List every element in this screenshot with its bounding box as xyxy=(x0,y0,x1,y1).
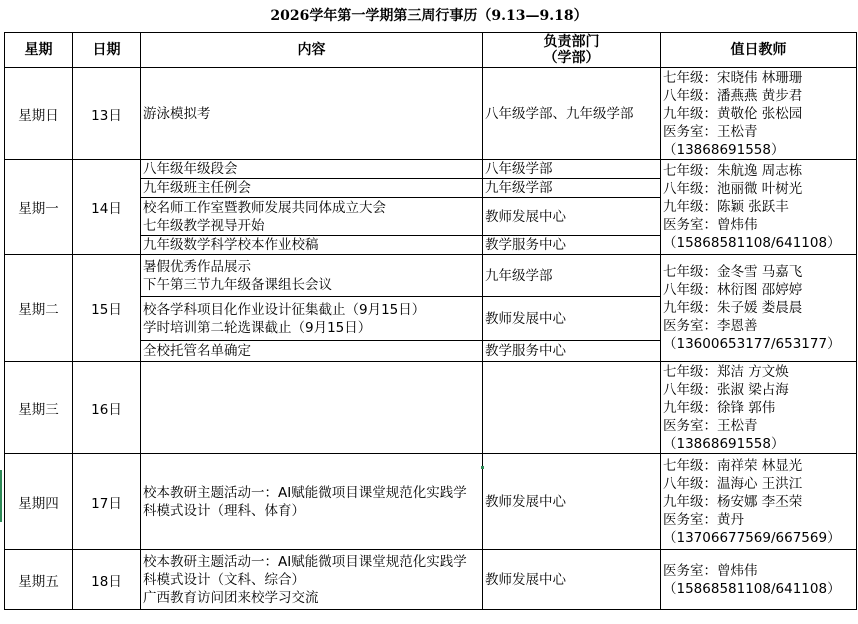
content-line: 九年级班主任例会 xyxy=(143,180,251,196)
duty-line: 九年级：徐锋 郭伟 xyxy=(663,399,776,416)
duty-cell xyxy=(661,255,857,362)
selection-marker xyxy=(0,470,2,522)
content-cell xyxy=(141,341,483,362)
duty-line: 八年级：张淑 梁占海 xyxy=(663,381,789,398)
duty-line: 医务室：曾炜伟 xyxy=(663,217,758,233)
duty-line: 七年级：金冬雪 马嘉飞 xyxy=(663,264,803,280)
day-cell: 星期三 xyxy=(5,362,73,454)
duty-cell xyxy=(661,68,857,160)
dept-cell: 九年级学部 xyxy=(483,179,661,198)
content-cell xyxy=(141,362,483,454)
duty-line: 七年级：郑洁 方文焕 xyxy=(663,363,789,380)
table-row xyxy=(5,255,857,297)
content-cell xyxy=(141,68,483,160)
header-date: 日期 xyxy=(73,33,141,68)
duty-cell xyxy=(661,454,857,550)
duty-line: 医务室：王松青 xyxy=(663,417,758,434)
duty-line: （13868691558） xyxy=(663,435,785,452)
dept-cell: 教师发展中心 xyxy=(483,198,661,236)
content-cell xyxy=(141,179,483,198)
duty-cell xyxy=(661,160,857,255)
day-cell: 星期一 xyxy=(5,160,73,255)
duty-line: 医务室：黄丹 xyxy=(663,511,744,528)
date-cell: 17日 xyxy=(73,454,141,550)
day-cell: 星期五 xyxy=(5,550,73,610)
duty-line: 八年级：池丽微 叶树光 xyxy=(663,181,803,197)
content-line: 游泳模拟考 xyxy=(143,105,211,122)
header-dept xyxy=(483,33,661,68)
duty-line: 九年级：朱子媛 娄晨晨 xyxy=(663,300,803,316)
content-cell xyxy=(141,297,483,341)
content-line: 八年级年级段会 xyxy=(143,161,238,177)
table-row xyxy=(5,362,857,454)
content-line: 学时培训第二轮选课截止（9月15日） xyxy=(143,319,372,336)
content-line: 校本教研主题活动一：AI赋能微项目课堂规范化实践学科模式设计（文科、综合） xyxy=(143,553,467,588)
header-dept-line2: （学部） xyxy=(543,50,600,66)
dept-cell xyxy=(483,362,661,454)
duty-line: 七年级：朱航逸 周志栋 xyxy=(663,163,803,179)
duty-line: （13868691558） xyxy=(663,141,785,158)
day-cell: 星期日 xyxy=(5,68,73,160)
content-cell xyxy=(141,550,483,610)
header-content: 内容 xyxy=(141,33,483,68)
duty-line: （15868581108/641108） xyxy=(663,580,841,597)
schedule-table xyxy=(4,32,857,610)
duty-line: 九年级：黄敬伦 张松园 xyxy=(663,105,803,122)
duty-line: 医务室：王松青 xyxy=(663,123,758,140)
date-cell: 13日 xyxy=(73,68,141,160)
date-cell: 14日 xyxy=(73,160,141,255)
dept-cell: 八年级学部、九年级学部 xyxy=(483,68,661,160)
duty-line: 八年级：林衍图 邵婷婷 xyxy=(663,282,803,298)
duty-line: 七年级：宋晓伟 林珊珊 xyxy=(663,69,803,86)
duty-line: （15868581108/641108） xyxy=(663,235,841,251)
content-line: 暑假优秀作品展示 xyxy=(143,258,251,275)
content-line: 九年级数学科学校本作业校稿 xyxy=(143,237,319,253)
content-line: 七年级教学视导开始 xyxy=(143,217,265,234)
content-line: 广西教育访问团来校学习交流 xyxy=(143,589,319,606)
content-cell xyxy=(141,160,483,179)
table-row xyxy=(5,454,857,550)
content-cell xyxy=(141,198,483,236)
duty-line: 医务室：李恩善 xyxy=(663,318,758,334)
duty-line: 九年级：陈颖 张跃丰 xyxy=(663,199,789,215)
content-line: 校本教研主题活动一：AI赋能微项目课堂规范化实践学科模式设计（理科、体育） xyxy=(143,484,467,519)
duty-line: 九年级：杨安娜 李丕荣 xyxy=(663,493,803,510)
duty-line: （13600653177/653177） xyxy=(663,336,841,352)
duty-cell xyxy=(661,362,857,454)
date-cell: 15日 xyxy=(73,255,141,362)
duty-line: 八年级：潘燕燕 黄步君 xyxy=(663,87,803,104)
content-cell xyxy=(141,236,483,255)
duty-line: 七年级：南祥荣 林显光 xyxy=(663,457,803,474)
content-line: 校名师工作室暨教师发展共同体成立大会 xyxy=(143,199,386,216)
header-day: 星期 xyxy=(5,33,73,68)
date-cell: 18日 xyxy=(73,550,141,610)
table-row xyxy=(5,550,857,610)
dept-cell: 教师发展中心 xyxy=(483,297,661,341)
duty-line: 医务室：曾炜伟 xyxy=(663,562,758,579)
dept-cell: 教师发展中心 xyxy=(483,550,661,610)
date-cell: 16日 xyxy=(73,362,141,454)
table-row xyxy=(5,160,857,179)
duty-line: （13706677569/667569） xyxy=(663,529,841,546)
dept-cell: 教师发展中心 xyxy=(483,454,661,550)
content-line: 下午第三节九年级备课组长会议 xyxy=(143,276,332,293)
header-row xyxy=(5,33,857,68)
page-title: 2026学年第一学期第三周行事历（9.13—9.18） xyxy=(270,8,588,24)
dept-cell: 教学服务中心 xyxy=(483,236,661,255)
content-cell xyxy=(141,255,483,297)
duty-line: 八年级：温海心 王洪江 xyxy=(663,475,803,492)
header-duty: 值日教师 xyxy=(661,33,857,68)
duty-cell xyxy=(661,550,857,610)
cell-corner-marker xyxy=(481,466,484,469)
content-line: 校各学科项目化作业设计征集截止（9月15日） xyxy=(143,301,426,318)
dept-cell: 九年级学部 xyxy=(483,255,661,297)
dept-cell: 教学服务中心 xyxy=(483,341,661,362)
content-cell xyxy=(141,454,483,550)
header-dept-line1: 负责部门 xyxy=(543,34,600,50)
day-cell: 星期二 xyxy=(5,255,73,362)
content-line: 全校托管名单确定 xyxy=(143,343,251,359)
table-row xyxy=(5,68,857,160)
day-cell: 星期四 xyxy=(5,454,73,550)
dept-cell: 八年级学部 xyxy=(483,160,661,179)
